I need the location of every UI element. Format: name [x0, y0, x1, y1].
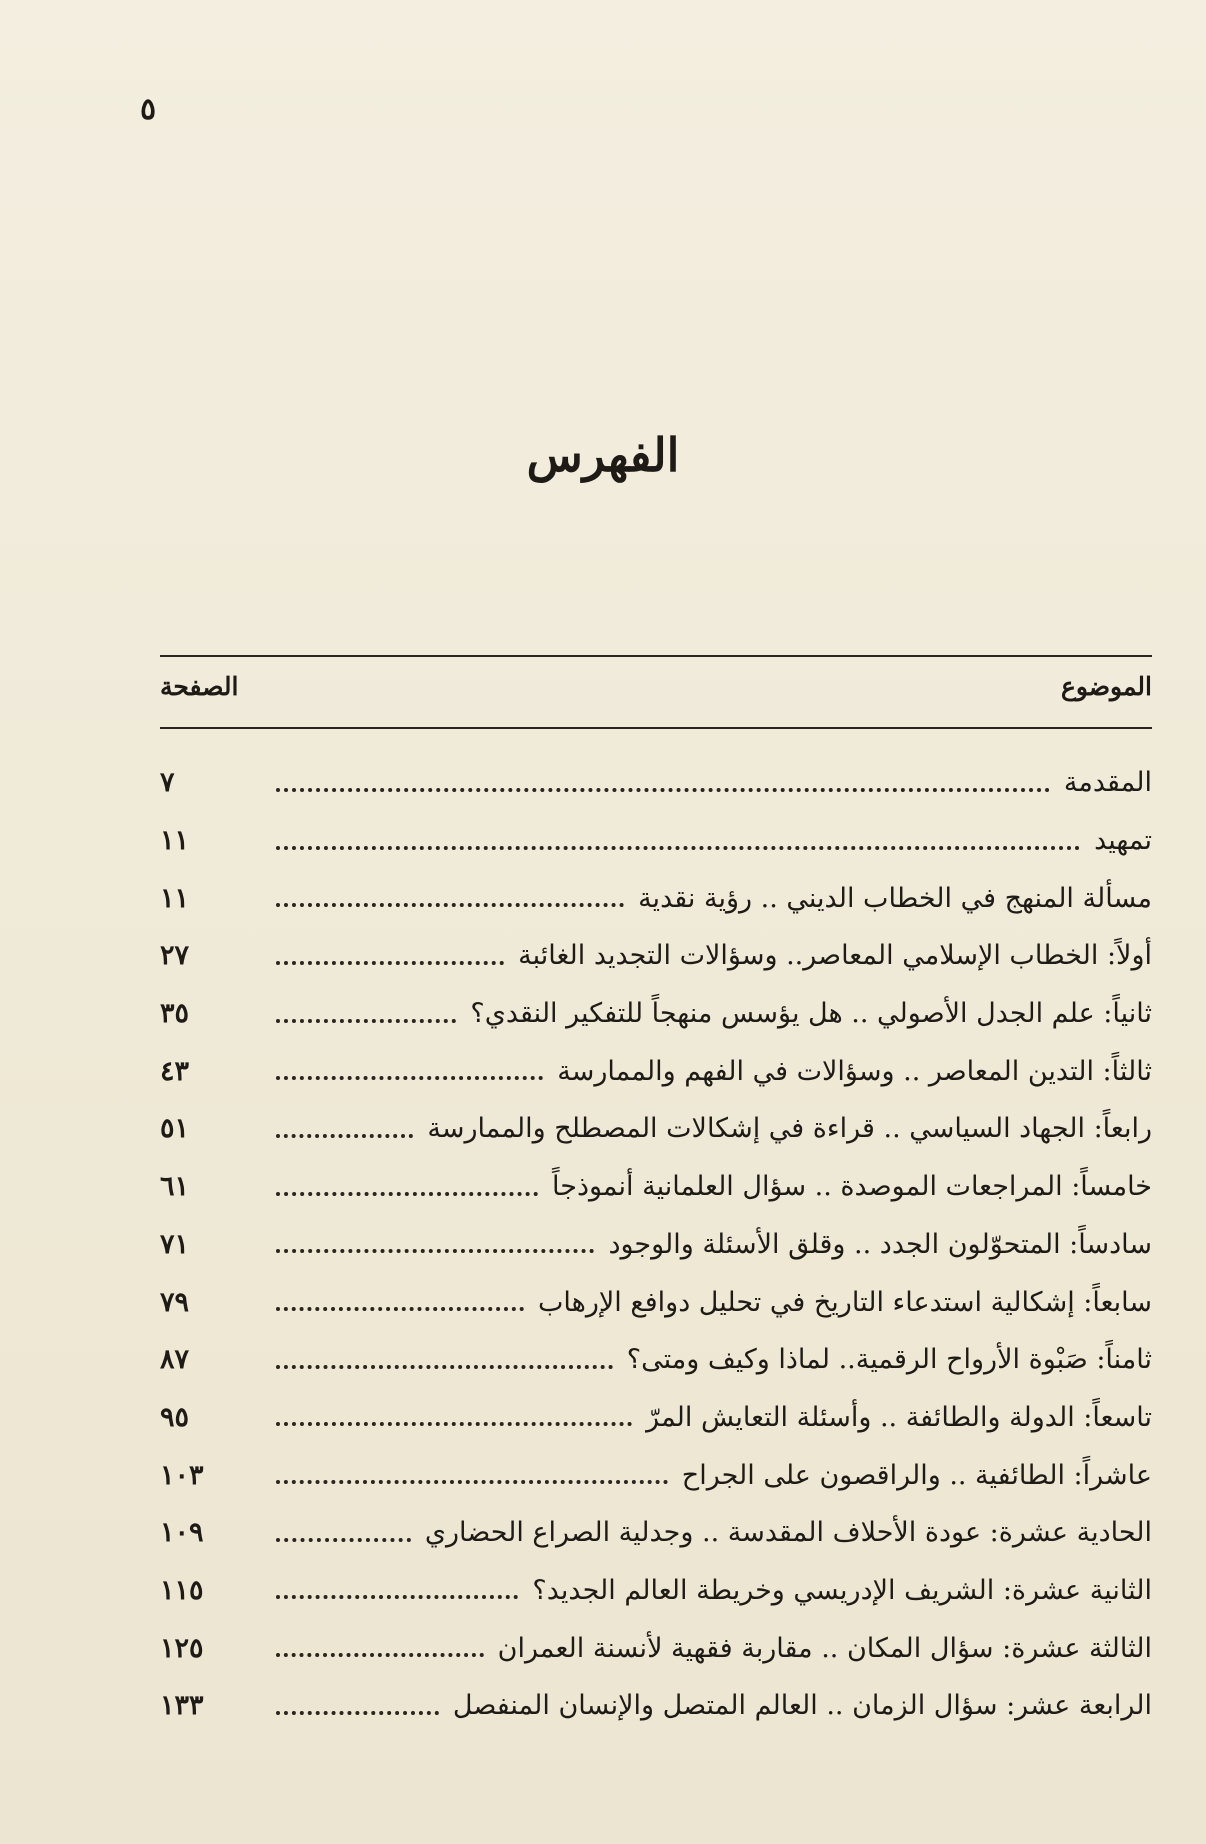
header-bottom-rule — [160, 727, 1152, 729]
dot-leader — [276, 1408, 632, 1426]
toc-entry-page: ١٢٥ — [160, 1632, 204, 1664]
toc-entry-page: ٩٥ — [160, 1401, 190, 1433]
dot-leader — [276, 889, 624, 907]
toc-entry — [160, 1100, 1152, 1158]
toc-entry-page: ١١ — [160, 825, 190, 857]
toc-entry-label: عاشراً: الطائفية .. والراقصون على الجراح — [681, 1459, 1152, 1491]
dot-leader — [276, 1697, 439, 1715]
toc-entry-label: تمهيد — [1094, 825, 1152, 857]
dot-leader — [276, 1581, 518, 1599]
toc-entry-page: ١٣٣ — [160, 1690, 204, 1722]
dot-leader — [276, 1351, 613, 1369]
toc-entry-page: ١٠٣ — [160, 1459, 204, 1491]
toc-entry-page: ٨٧ — [160, 1344, 190, 1376]
toc-entry-label: الثالثة عشرة: سؤال المكان .. مقاربة فقهية لأنسنة العمران — [497, 1632, 1152, 1664]
toc-entry-label: الرابعة عشر: سؤال الزمان .. العالم المتصل والإنسان المنفصل — [452, 1690, 1152, 1722]
toc-entry — [160, 1331, 1152, 1389]
dot-leader — [276, 1293, 524, 1311]
toc-entry — [160, 812, 1152, 870]
toc-entries — [160, 754, 1152, 1735]
toc-entry-label: أولاً: الخطاب الإسلامي المعاصر.. وسؤالات التجديد الغائبة — [518, 940, 1152, 972]
toc-entry-page: ٣٥ — [160, 998, 190, 1030]
toc-entry-label: رابعاً: الجهاد السياسي .. قراءة في إشكالات المصطلح والممارسة — [427, 1113, 1152, 1145]
header-top-rule — [160, 655, 1152, 657]
toc-entry — [160, 927, 1152, 985]
toc-entry-page: ٧ — [160, 767, 175, 799]
toc-entry — [160, 1273, 1152, 1331]
toc-entry-label: الحادية عشرة: عودة الأحلاف المقدسة .. وجدلية الصراع الحضاري — [424, 1517, 1152, 1549]
toc-entry — [160, 1677, 1152, 1735]
dot-leader — [276, 774, 1050, 792]
page-number: ٥ — [140, 92, 157, 127]
toc-entry — [160, 1446, 1152, 1504]
subject-column-header: الموضوع — [1061, 672, 1152, 701]
toc-entry-label: ثانياً: علم الجدل الأصولي .. هل يؤسس منهجاً للتفكير النقدي؟ — [470, 998, 1152, 1030]
toc-entry — [160, 1619, 1152, 1677]
dot-leader — [276, 1524, 411, 1542]
toc-entry — [160, 1562, 1152, 1620]
toc-entry — [160, 1216, 1152, 1274]
dot-leader — [276, 1120, 413, 1138]
toc-entry-label: سادساً: المتحوّلون الجدد .. وقلق الأسئلة والوجود — [608, 1228, 1152, 1260]
toc-entry-page: ٢٧ — [160, 940, 190, 972]
toc-entry-page: ١١ — [160, 882, 190, 914]
toc-entry-label: مسألة المنهج في الخطاب الديني .. رؤية نقدية — [638, 882, 1152, 914]
toc-header — [160, 672, 1152, 712]
page-title: الفهرس — [526, 428, 680, 482]
dot-leader — [276, 832, 1080, 850]
toc-entry — [160, 869, 1152, 927]
toc-entry — [160, 1389, 1152, 1447]
toc-entry-label: ثامناً: صَبْوة الأرواح الرقمية.. لماذا وكيف ومتى؟ — [626, 1344, 1152, 1376]
toc-entry-label: خامساً: المراجعات الموصدة .. سؤال العلمانية أنموذجاً — [552, 1171, 1152, 1203]
toc-entry-page: ٧٩ — [160, 1286, 190, 1318]
toc-entry — [160, 754, 1152, 812]
toc-entry-page: ٥١ — [160, 1113, 190, 1145]
dot-leader — [276, 1466, 668, 1484]
page-column-header: الصفحة — [160, 672, 239, 701]
toc-entry-label: المقدمة — [1063, 767, 1152, 799]
toc-entry — [160, 1158, 1152, 1216]
toc-entry-page: ٦١ — [160, 1171, 190, 1203]
toc-entry — [160, 1042, 1152, 1100]
toc-entry — [160, 985, 1152, 1043]
toc-entry-page: ٧١ — [160, 1228, 190, 1260]
dot-leader — [276, 1178, 538, 1196]
dot-leader — [276, 1062, 543, 1080]
toc-entry — [160, 1504, 1152, 1562]
toc-entry-page: ٤٣ — [160, 1055, 190, 1087]
dot-leader — [276, 947, 504, 965]
toc-entry-page: ١٠٩ — [160, 1517, 204, 1549]
dot-leader — [276, 1235, 594, 1253]
dot-leader — [276, 1005, 456, 1023]
toc-entry-label: الثانية عشرة: الشريف الإدريسي وخريطة العالم الجديد؟ — [532, 1574, 1152, 1606]
toc-entry-label: سابعاً: إشكالية استدعاء التاريخ في تحليل دوافع الإرهاب — [537, 1286, 1152, 1318]
toc-entry-label: تاسعاً: الدولة والطائفة .. وأسئلة التعايش المرّ — [646, 1401, 1152, 1433]
toc-entry-page: ١١٥ — [160, 1574, 204, 1606]
dot-leader — [276, 1639, 484, 1657]
toc-entry-label: ثالثاً: التدين المعاصر .. وسؤالات في الفهم والممارسة — [557, 1055, 1152, 1087]
